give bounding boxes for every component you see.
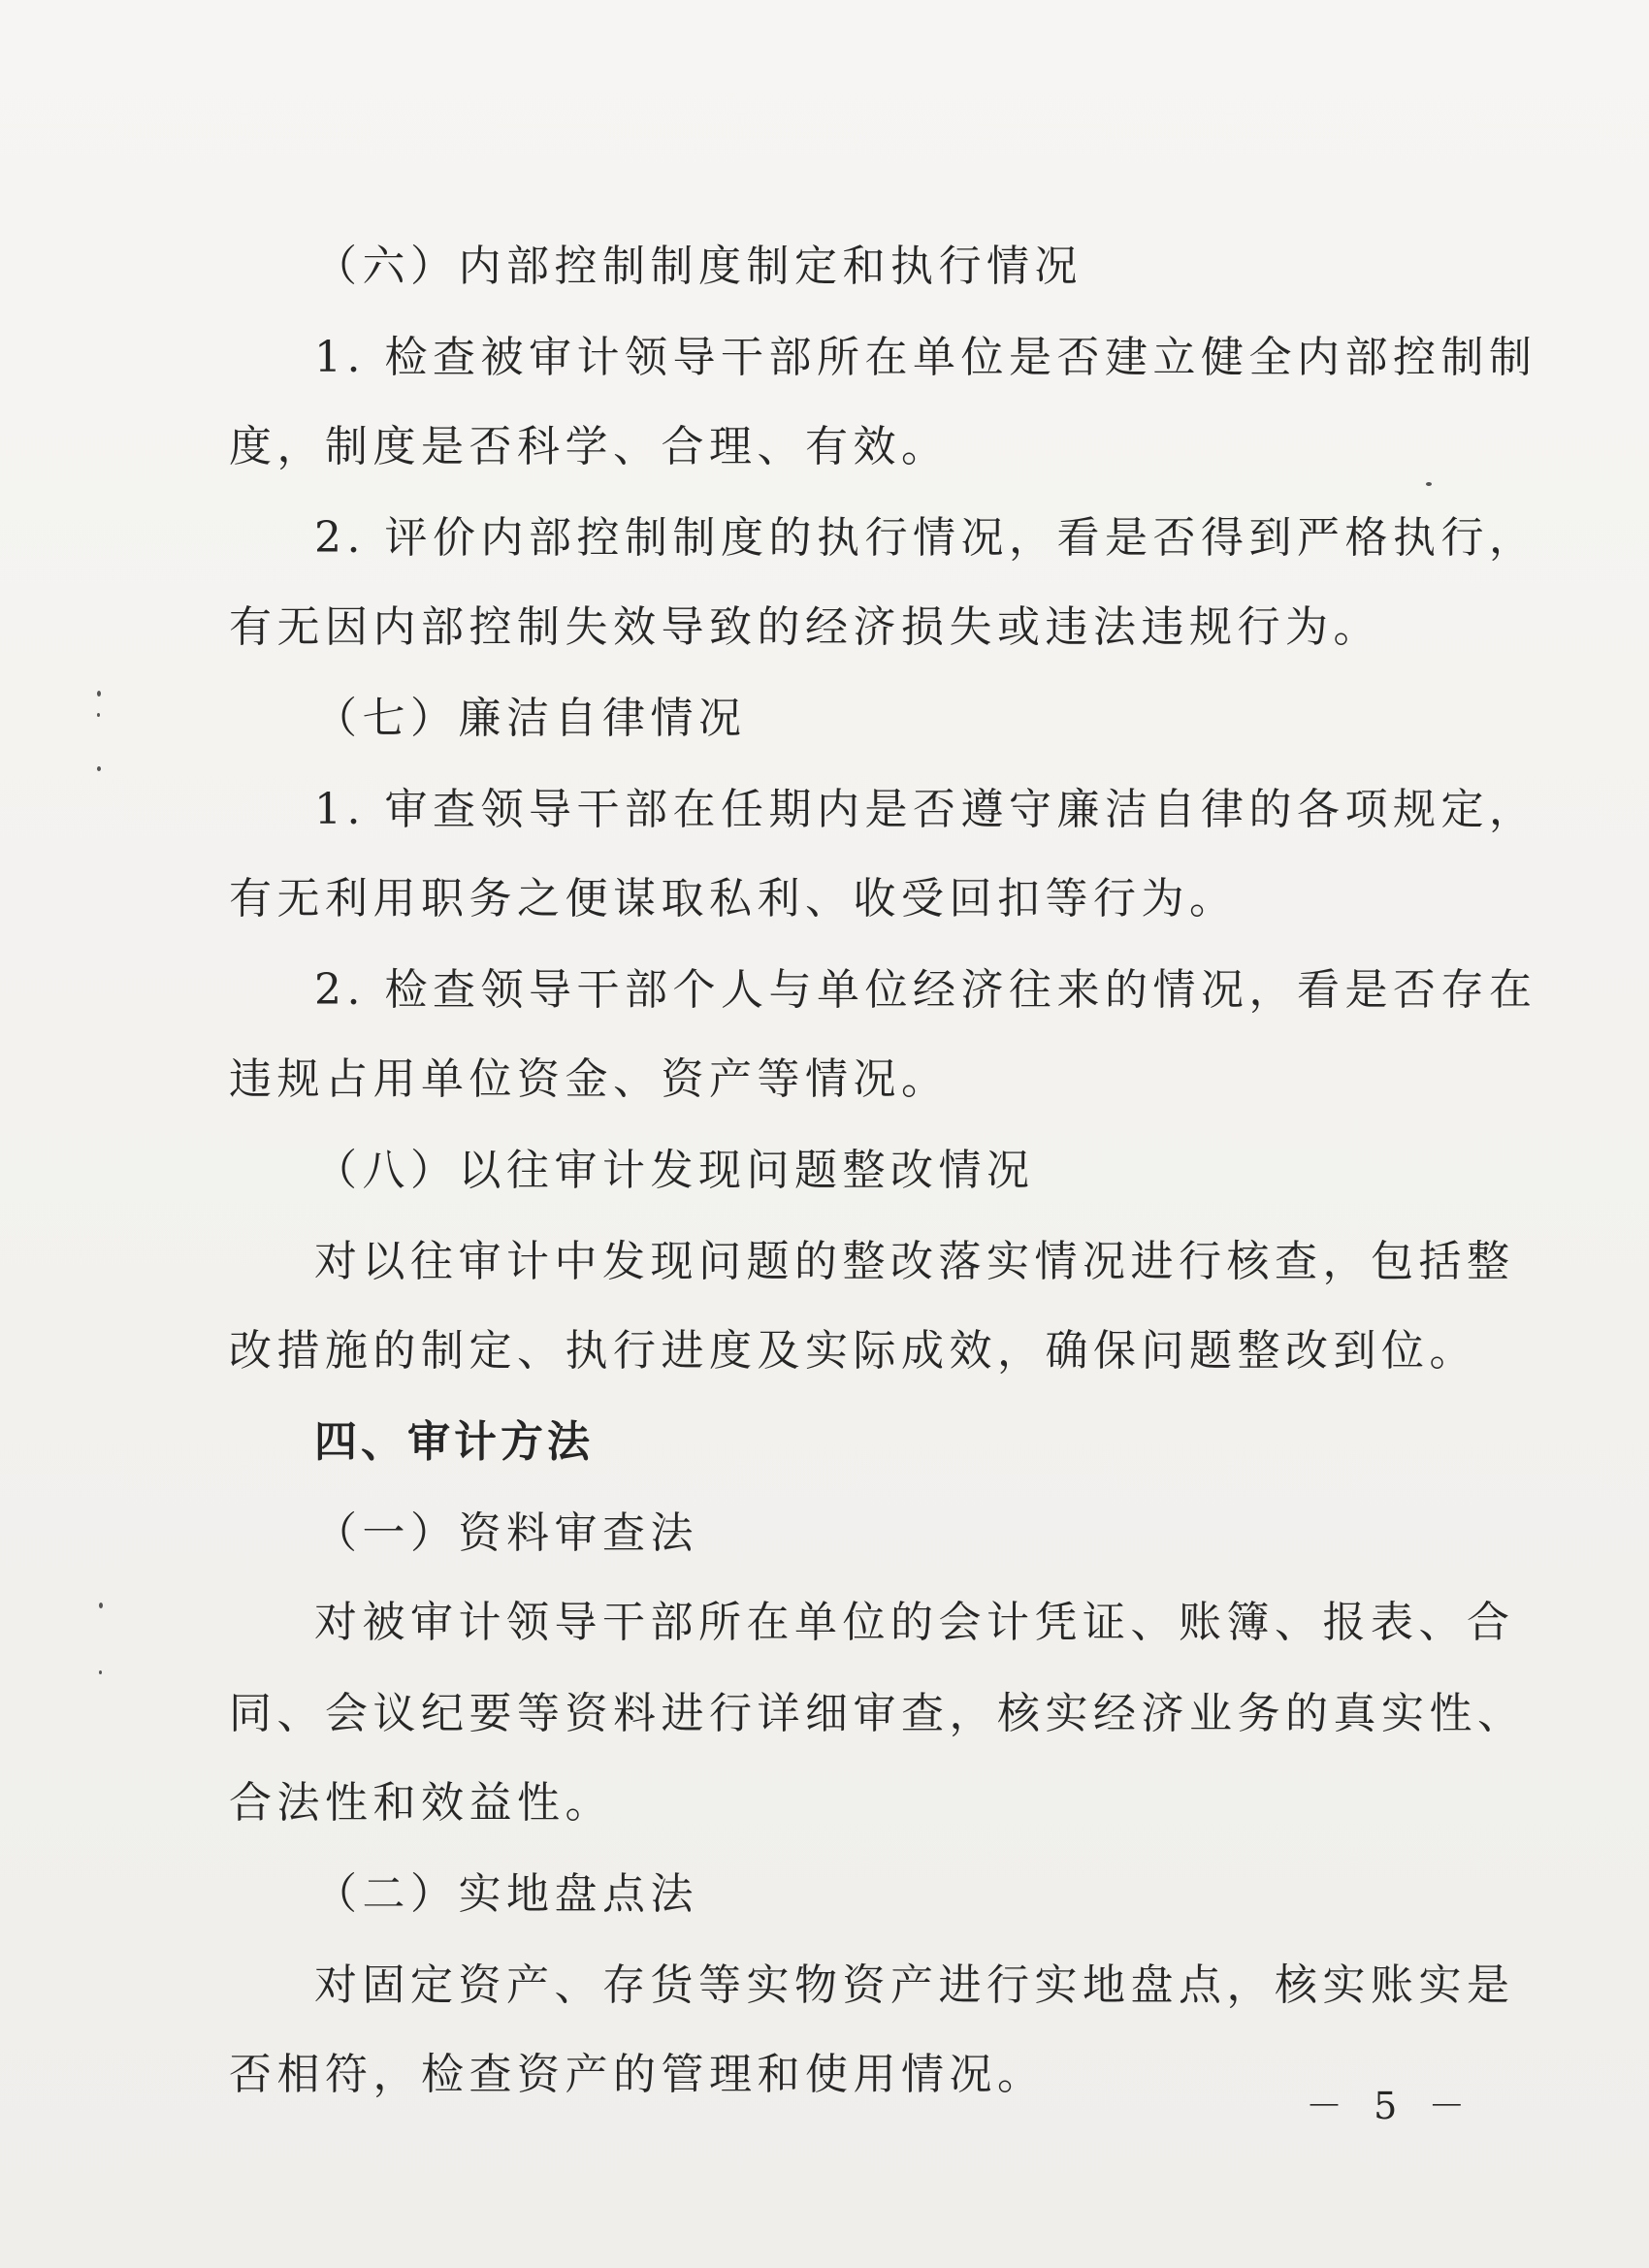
scan-speck <box>97 766 101 771</box>
paragraph-line: 合法性和效益性。 <box>229 1778 613 1828</box>
paragraph-line: 对被审计领导干部所在单位的会计凭证、账簿、报表、合 <box>314 1598 1515 1647</box>
paragraph-line: 同、会议纪要等资料进行详细审查，核实经济业务的真实性、 <box>229 1689 1526 1738</box>
paragraph-line: 违规占用单位资金、资产等情况。 <box>229 1054 950 1104</box>
page-number: － 5 － <box>1306 2085 1475 2127</box>
section-heading-7: （七）廉洁自律情况 <box>314 694 747 743</box>
scan-speck <box>1426 482 1432 486</box>
paragraph-line: 2. 评价内部控制制度的执行情况，看是否得到严格执行， <box>314 513 1537 563</box>
chapter-heading-audit-methods: 四、审计方法 <box>314 1417 594 1467</box>
paragraph-line: 有无利用职务之便谋取私利、收受回扣等行为。 <box>229 874 1238 923</box>
paragraph-line: 有无因内部控制失效导致的经济损失或违法违规行为。 <box>229 602 1381 652</box>
paragraph-line: 改措施的制定、执行进度及实际成效，确保问题整改到位。 <box>229 1326 1477 1376</box>
scan-speck <box>99 1670 102 1674</box>
paragraph-line: 1. 审查领导干部在任期内是否遵守廉洁自律的各项规定， <box>314 785 1537 834</box>
scan-speck <box>97 713 100 717</box>
scan-speck <box>99 1603 103 1608</box>
paragraph-line: 对以往审计中发现问题的整改落实情况进行核查，包括整 <box>314 1237 1515 1286</box>
paragraph-line: 度，制度是否科学、合理、有效。 <box>229 422 950 471</box>
paragraph-line: 否相符，检查资产的管理和使用情况。 <box>229 2050 1046 2099</box>
section-heading-method-1: （一）资料审查法 <box>314 1508 698 1558</box>
scan-speck <box>97 691 101 697</box>
section-heading-6: （六）内部控制制度制定和执行情况 <box>314 242 1083 291</box>
section-heading-method-2: （二）实地盘点法 <box>314 1869 698 1919</box>
paragraph-line: 1. 检查被审计领导干部所在单位是否建立健全内部控制制 <box>314 333 1537 382</box>
paragraph-line: 2. 检查领导干部个人与单位经济往来的情况，看是否存在 <box>314 965 1537 1015</box>
section-heading-8: （八）以往审计发现问题整改情况 <box>314 1146 1035 1195</box>
paragraph-line: 对固定资产、存货等实物资产进行实地盘点，核实账实是 <box>314 1960 1515 2010</box>
